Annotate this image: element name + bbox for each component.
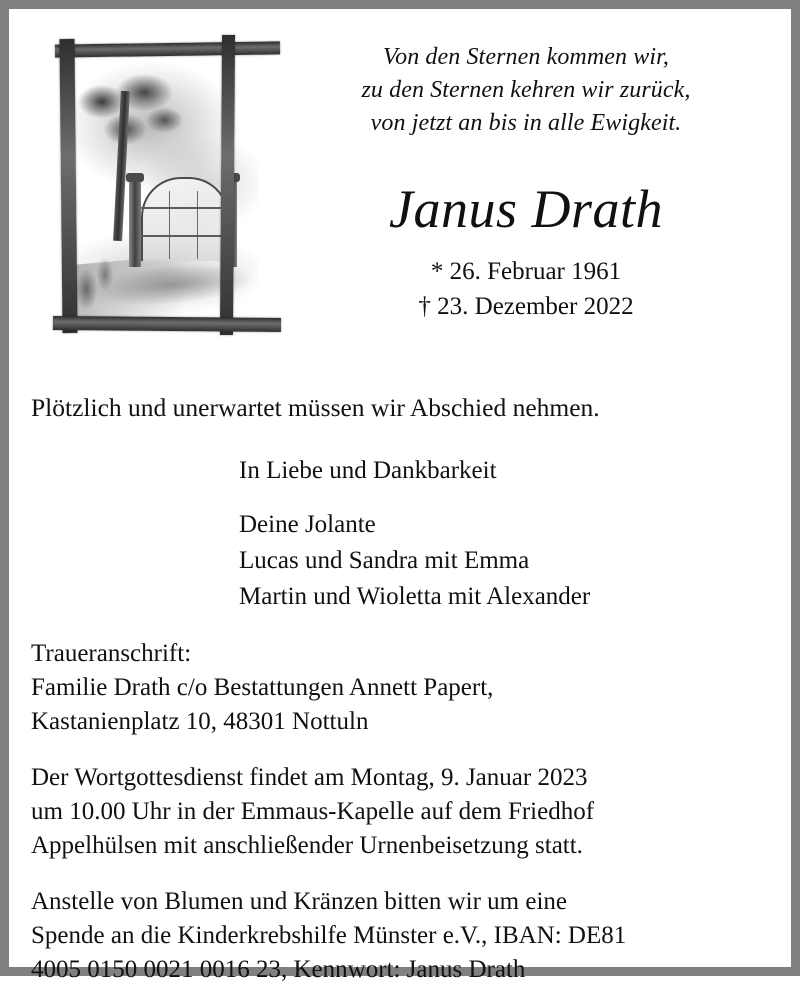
- header-section: [31, 23, 769, 363]
- dedication-text: In Liebe und Dankbarkeit: [239, 457, 497, 484]
- service-line-3: Appelhülsen mit anschließender Urnenbeisetzung statt.: [31, 832, 583, 859]
- donation-line-1: Anstelle von Blumen und Kränzen bitten wir um eine: [31, 888, 567, 915]
- garden-gate-tree-sketch-icon: [45, 31, 275, 353]
- tree-canopy-icon: [75, 65, 187, 157]
- donation-line-2: Spende an die Kinderkrebshilfe Münster e.V., IBAN: DE81: [31, 922, 627, 949]
- verse-line-2: zu den Sternen kehren wir zurück,: [361, 77, 691, 103]
- verse-line-3: von jetzt an bis in alle Ewigkeit.: [370, 110, 682, 136]
- frame-bar-middle: [220, 35, 235, 335]
- service-line-1: Der Wortgottesdienst findet am Montag, 9. Januar 2023: [31, 764, 588, 791]
- death-date: † 23. Dezember 2022: [418, 293, 634, 320]
- service-line-2: um 10.00 Uhr in der Emmaus-Kapelle auf dem Friedhof: [31, 798, 595, 825]
- frame-bar-left: [59, 39, 77, 333]
- verse-line-1: Von den Sternen kommen wir,: [383, 44, 669, 70]
- deceased-name: Janus Drath: [389, 179, 663, 239]
- mourner-line-1: Deine Jolante: [239, 511, 376, 538]
- obituary-inner: [9, 9, 791, 983]
- address-line-1: Familie Drath c/o Bestattungen Annett Papert,: [31, 674, 494, 701]
- grass-tuft-icon: [69, 245, 127, 319]
- life-dates-block: [283, 254, 769, 324]
- gate-rail-upper: [141, 207, 225, 209]
- lead-text: Plötzlich und unerwartet müssen wir Abschied nehmen.: [31, 393, 600, 422]
- gate-icon: [141, 177, 229, 261]
- frame-bar-bottom: [53, 316, 281, 332]
- donation-block: [31, 885, 769, 987]
- address-line-2: Kastanienplatz 10, 48301 Nottuln: [31, 708, 369, 735]
- donation-line-3: 4005 0150 0021 0016 23, Kennwort: Janus Drath: [31, 956, 526, 983]
- body-section: [31, 391, 769, 987]
- gate-post-left: [129, 181, 141, 267]
- illustration-block: [31, 23, 283, 363]
- gate-rail-lower: [141, 235, 225, 237]
- mourners-section: [31, 453, 769, 615]
- address-label: Traueranschrift:: [31, 640, 192, 667]
- birth-date: * 26. Februar 1961: [430, 258, 622, 285]
- mourner-line-3: Martin und Wioletta mit Alexander: [239, 583, 591, 610]
- header-text-block: [283, 23, 769, 324]
- mourner-line-2: Lucas und Sandra mit Emma: [239, 547, 530, 574]
- verse-block: [283, 41, 769, 140]
- service-block: [31, 761, 769, 863]
- address-block: [31, 637, 769, 739]
